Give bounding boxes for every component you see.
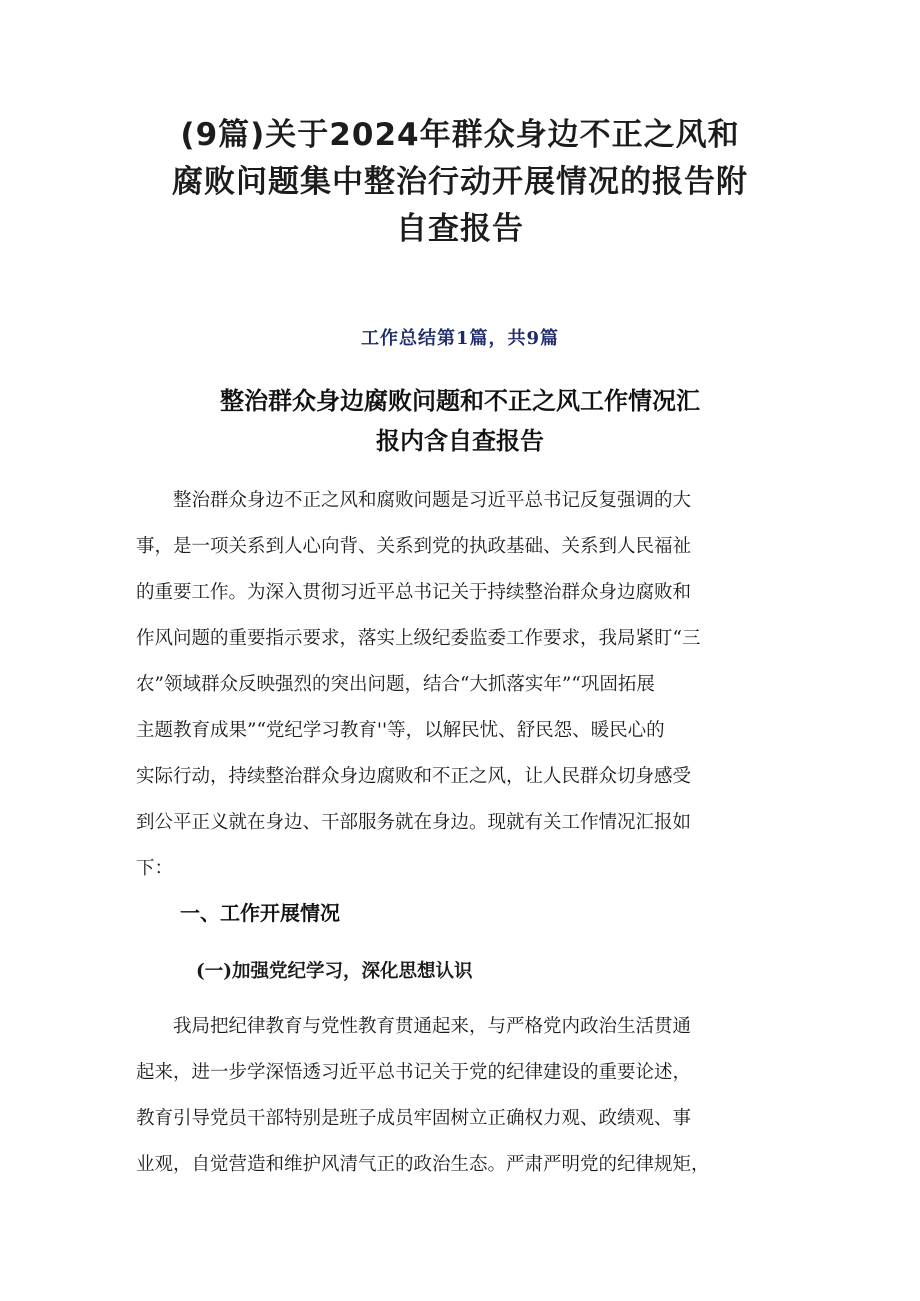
section-title	[150, 381, 770, 461]
paragraph-line: 教育引导党员干部特别是班子成员牢固树立正确权力观、政绩观、事	[136, 1108, 692, 1129]
intro-paragraph	[136, 478, 794, 892]
section-title-line: 整治群众身边腐败问题和不正之风工作情况汇	[220, 387, 700, 415]
paragraph-line: 业观，自觉营造和维护风清气正的政治生态。严肃严明党的纪律规矩，	[136, 1154, 710, 1175]
paragraph-line: 的重要工作。为深入贯彻习近平总书记关于持续整治群众身边腐败和	[136, 582, 692, 603]
title-line: 自查报告	[396, 211, 524, 247]
paragraph-line: 主题教育成果”“党纪学习教育''等，以解民忧、舒民怨、暖民心的	[136, 720, 665, 741]
document-title	[80, 112, 840, 253]
document-subtitle: 工作总结第1篇，共9篇	[360, 328, 560, 349]
paragraph-line: 到公平正义就在身边、干部服务就在身边。现就有关工作情况汇报如	[136, 812, 692, 833]
paragraph-line: 实际行动，持续整治群众身边腐败和不正之风，让人民群众切身感受	[136, 766, 692, 787]
paragraph-line: 事，是一项关系到人心向背、关系到党的执政基础、关系到人民福祉	[136, 536, 692, 557]
paragraph-line: 下：	[136, 858, 174, 879]
paragraph-line: 作风问题的重要指示要求，落实上级纪委监委工作要求，我局紧盯“三	[136, 628, 701, 649]
paragraph-line: 农”领域群众反映强烈的突出问题，结合“大抓落实年”“巩固拓展	[136, 674, 655, 695]
paragraph-line: 我局把纪律教育与党性教育贯通起来，与严格党内政治生活贯通	[136, 1016, 692, 1037]
body-paragraph	[136, 1004, 794, 1188]
title-line: 腐败问题集中整治行动开展情况的报告附	[172, 164, 748, 200]
heading-level-1: 一、工作开展情况	[180, 901, 340, 925]
paragraph-line: 整治群众身边不正之风和腐败问题是习近平总书记反复强调的大	[136, 490, 692, 511]
title-line: (9篇)关于2024年群众身边不正之风和	[180, 117, 740, 153]
paragraph-line: 起来，进一步学深悟透习近平总书记关于党的纪律建设的重要论述，	[136, 1062, 692, 1083]
section-title-line: 报内含自查报告	[376, 427, 544, 455]
heading-level-2: (一)加强党纪学习，深化思想认识	[196, 961, 473, 982]
